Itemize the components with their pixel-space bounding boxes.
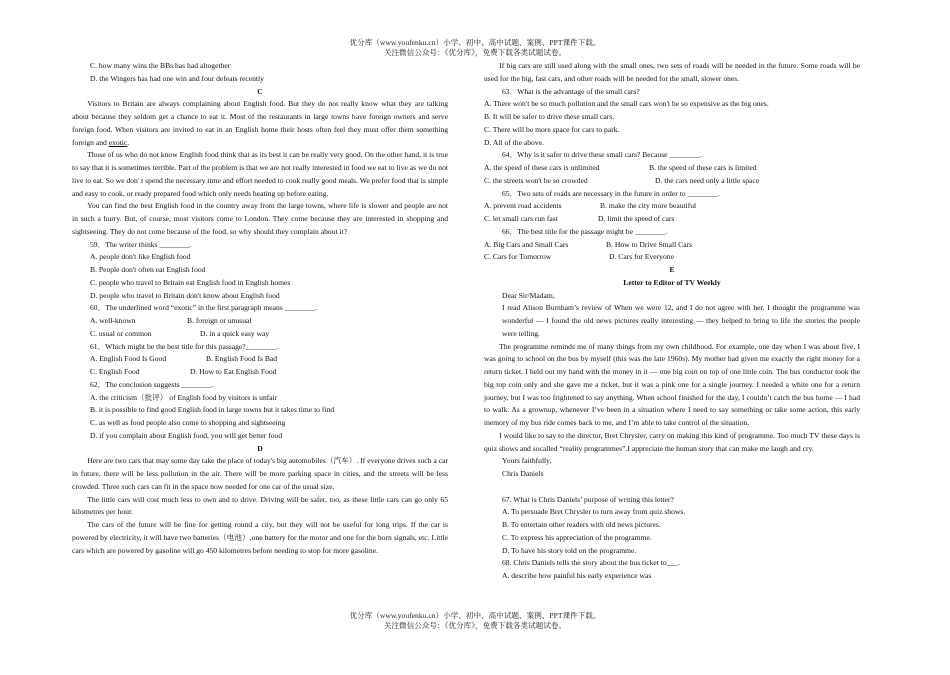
passage-d-paragraph-3: The cars of the future will be fine for getting round a city, but they will not be useful for long trips. If the car is powered by electricity, it will have two batteries（电池）,one battery for the motor and one for the horn signals, etc. Little cars which are powered by gasoline will go 450 kilometres before needing to stop for more gasoline.	[72, 520, 448, 555]
option-63a: A. There won't be so much pollution and the small cars won't be so expensive as the big ones.	[484, 99, 769, 109]
option-67b: B. To entertain other readers with old news pictures.	[502, 520, 661, 529]
option-line: D. the Wingers has had one win and four defeats recently	[90, 73, 264, 83]
option-68a: A. describe how painful his early experience was	[502, 571, 652, 580]
question-61: 61．Which might be the best title for this passage?________.	[90, 341, 278, 351]
option-65b: B. make the city more beautiful	[600, 201, 697, 211]
option-59d: D. people who travel to Britain don't know about English food	[90, 290, 280, 300]
letter-paragraph-3: I would like to say to the director, Bret Chrysler, carry on making this kind of programme. Too much TV these days is quiz shows and socalled “reality programmes”.I appreciate the human story that can make me laugh and cry.	[484, 430, 860, 453]
option-60c: C. usual or common	[90, 328, 152, 338]
options-61-ab	[72, 353, 448, 366]
option-64b: B. the speed of these cars is limited	[649, 163, 757, 172]
right-column	[484, 60, 860, 583]
page-header	[0, 38, 950, 57]
option-67a: A. To persuade Bret Chrysler to turn away from quiz shows.	[502, 507, 686, 517]
passage-d-paragraph-2: The little cars will cost much less to own and to drive. Driving will be safer, too, as these little cars can go only 65 kilometres per hour.	[72, 494, 448, 517]
paragraph-text: .	[127, 137, 130, 147]
question-59: 59．The writer thinks ________.	[90, 239, 192, 249]
option-63b: B. It will be safer to drive these small cars.	[484, 112, 615, 121]
passage-c-paragraph-3: You can find the best English food in the country away from the large towns, where life is slower and people are not in such a hurry. But, of course, most visitors come to London. They come because they are interested in shopping and sightseeing. They do not come because of the food, so why should they complain about it?	[72, 201, 448, 236]
option-line: C. how many wins the BBs has had altogether	[90, 61, 231, 70]
option-66d: D. Cars for Everyone	[609, 252, 674, 262]
header-line-1: 优分库（www.youfenku.cn）小学、初中、高中试题、案例、PPT课件下载。	[349, 38, 601, 47]
option-66c: C. Cars for Tomorrow	[484, 252, 552, 262]
options-64-ab	[484, 162, 860, 175]
option-65c: C. let small cars run fast	[484, 214, 558, 223]
option-67c: C. To express his appreciation of the programme.	[502, 532, 652, 542]
question-64: 64．Why is it safer to drive these small cars? Because ________.	[502, 150, 702, 160]
question-67: 67. What is Chris Daniels’ purpose of writing this letter?	[502, 494, 674, 504]
option-62a: A. the criticism（批评） of English food by visitors is unfair	[90, 392, 278, 402]
question-66: 66．The best title for the passage might be ________.	[502, 226, 668, 236]
option-59c: C. people who travel to Britain eat English food in English homes	[90, 277, 291, 287]
option-64a: A. the speed of these cars is unlimited	[484, 163, 600, 172]
options-66-cd	[484, 251, 860, 264]
underlined-word-exotic: exotic	[108, 137, 128, 147]
option-60d: D. in a quick easy way	[200, 328, 270, 338]
option-62c: C. as well as food people also come to shopping and sightseeing	[90, 418, 286, 427]
letter-closing: Yours faithfully,	[502, 456, 552, 466]
option-66b: B. How to Drive Small Cars	[606, 239, 693, 249]
section-heading-e: E	[669, 265, 675, 274]
option-67d: D. To have his story told on the programme.	[502, 545, 637, 555]
option-61c: C. English Food	[90, 367, 140, 376]
question-60: 60．The underlined word “exotic” in the first paragraph means ________.	[90, 303, 317, 313]
footer-line-2: 关注微信公众号：《优分库》，免费下载各类试题试卷。	[383, 620, 567, 630]
option-65a: A. prevent road accidents	[484, 201, 562, 211]
options-60-ab	[72, 315, 448, 328]
option-66a: A. Big Cars and Small Cars	[484, 239, 569, 249]
question-63: 63．What is the advantage of the small cars?	[502, 86, 640, 96]
options-66-ab	[484, 239, 860, 252]
letter-paragraph-2: The programme reminds me of many things from my own childhood. For example, one day when I was about five, I was going to school on the bus by myself (this was the late 1960s). My mother had given me exactly the right money for a return ticket. I held out my hand with the money in it — one big coin on top of one little coin. The bus conductor took the big top coin only and she gave me a ticket, but it was a pink one for a single journey. I needed a white one for a return journey, but I was too frightened to say anything. When school finished for the day, I couldn’t catch the bus home — I had to walk. As a grownup, whenever I’ve been in a situation where I need to say something or take some action, this early memory of my bus ride comes back to me, and I’m able to take control of the situation.	[484, 341, 860, 427]
question-68: 68. Chris Daniels tells the story about the bus ticket to___.	[502, 558, 681, 568]
page-footer	[0, 611, 950, 630]
option-65d: D. limit the speed of cars	[598, 214, 675, 223]
option-63c: C. There will be more space for cars to park.	[484, 124, 620, 134]
section-heading-d: D	[257, 443, 263, 453]
option-62d: D. if you complain about English food, you will get better food	[90, 430, 283, 440]
options-65-cd	[484, 213, 860, 226]
option-61d: D. How to Eat English Food	[190, 367, 277, 376]
option-59a: A. people don't like English food	[90, 252, 191, 262]
letter-greeting: Dear Sir/Madam,	[502, 290, 555, 300]
options-65-ab	[484, 200, 860, 213]
header-line-2: 关注微信公众号：《优分库》，免费下载各类试题试卷。	[383, 47, 567, 57]
paragraph-text: Visitors to Britain are always complaining about English food. But they do not really know what they are talking about because they seldom get a chance to eat it. Most of the restaurants in large towns have foreign owners and serve foreign food. When visitors are invited to eat in an English home their hosts often feel they must offer them something foreign and	[72, 99, 448, 147]
blank-line	[484, 481, 860, 494]
letter-signature: Chris Daniels	[502, 469, 544, 478]
option-60b: B. foreign or unusual	[187, 316, 252, 325]
options-61-cd	[72, 366, 448, 379]
option-60a: A. well-known	[90, 316, 136, 325]
options-60-cd	[72, 328, 448, 341]
question-65: 65．Two sets of roads are necessary in the future in order to ________.	[502, 188, 720, 198]
option-62b: B. it is possible to find good English food in large towns but it takes time to find	[90, 405, 335, 415]
options-64-cd	[484, 175, 860, 188]
option-64c: C. the streets won't be so crowded	[484, 175, 588, 185]
option-61a: A. English Food Is Good	[90, 354, 167, 364]
passage-d-paragraph-4: If big cars are still used along with the small ones, two sets of roads will be needed in the future. Some roads will be used for the big, fast cars, and other roads will be needed for the small, slower ones.	[484, 61, 860, 83]
question-62: 62．The conclusion suggests ________.	[90, 379, 214, 389]
letter-title: Letter to Editor of TV Weekly	[623, 277, 721, 287]
option-63d: D. All of the above.	[484, 137, 544, 147]
option-59b: B. People don't often eat English food	[90, 265, 206, 274]
footer-line-1: 优分库（www.youfenku.cn）小学、初中、高中试题、案例、PPT课件下载。	[349, 611, 601, 620]
option-64d: D. the cars need only a little space	[655, 175, 760, 185]
passage-c-paragraph-1	[72, 98, 448, 149]
option-61b: B. English Food Is Bad	[206, 354, 278, 364]
passage-d-paragraph-1: Here are two cars that may some day take the place of today's big automobiles（汽车）. If everyone drives such a car in future, there will be less pollution in the air. There will be more parking space in cities, and the streets will be less crowded. Three such cars can fit in the space now needed for one car of the usual size.	[72, 456, 448, 491]
section-heading-c: C	[257, 86, 263, 96]
left-column	[72, 60, 448, 557]
letter-paragraph-1: I read Alison Burnham’s review of When we were 12, and I do not agree with her. I thought the programme was wonderful — I found the old news pictures really interesting — they helped to bring to life the stories the people were telling.	[502, 303, 860, 338]
passage-c-paragraph-2: Those of us who do not know English food think that as its best it can be really very good. On the other hand, it is true to say that it is sometimes terrible. Part of the problem is that we are not really interested in food we eat to live as we do not live to eat. So we don' t spend the necessary time and effort needed to cook really good meals. We prefer food that is simple and easy to cook, or ready prepared food which only needs heating up before eating.	[72, 150, 448, 198]
